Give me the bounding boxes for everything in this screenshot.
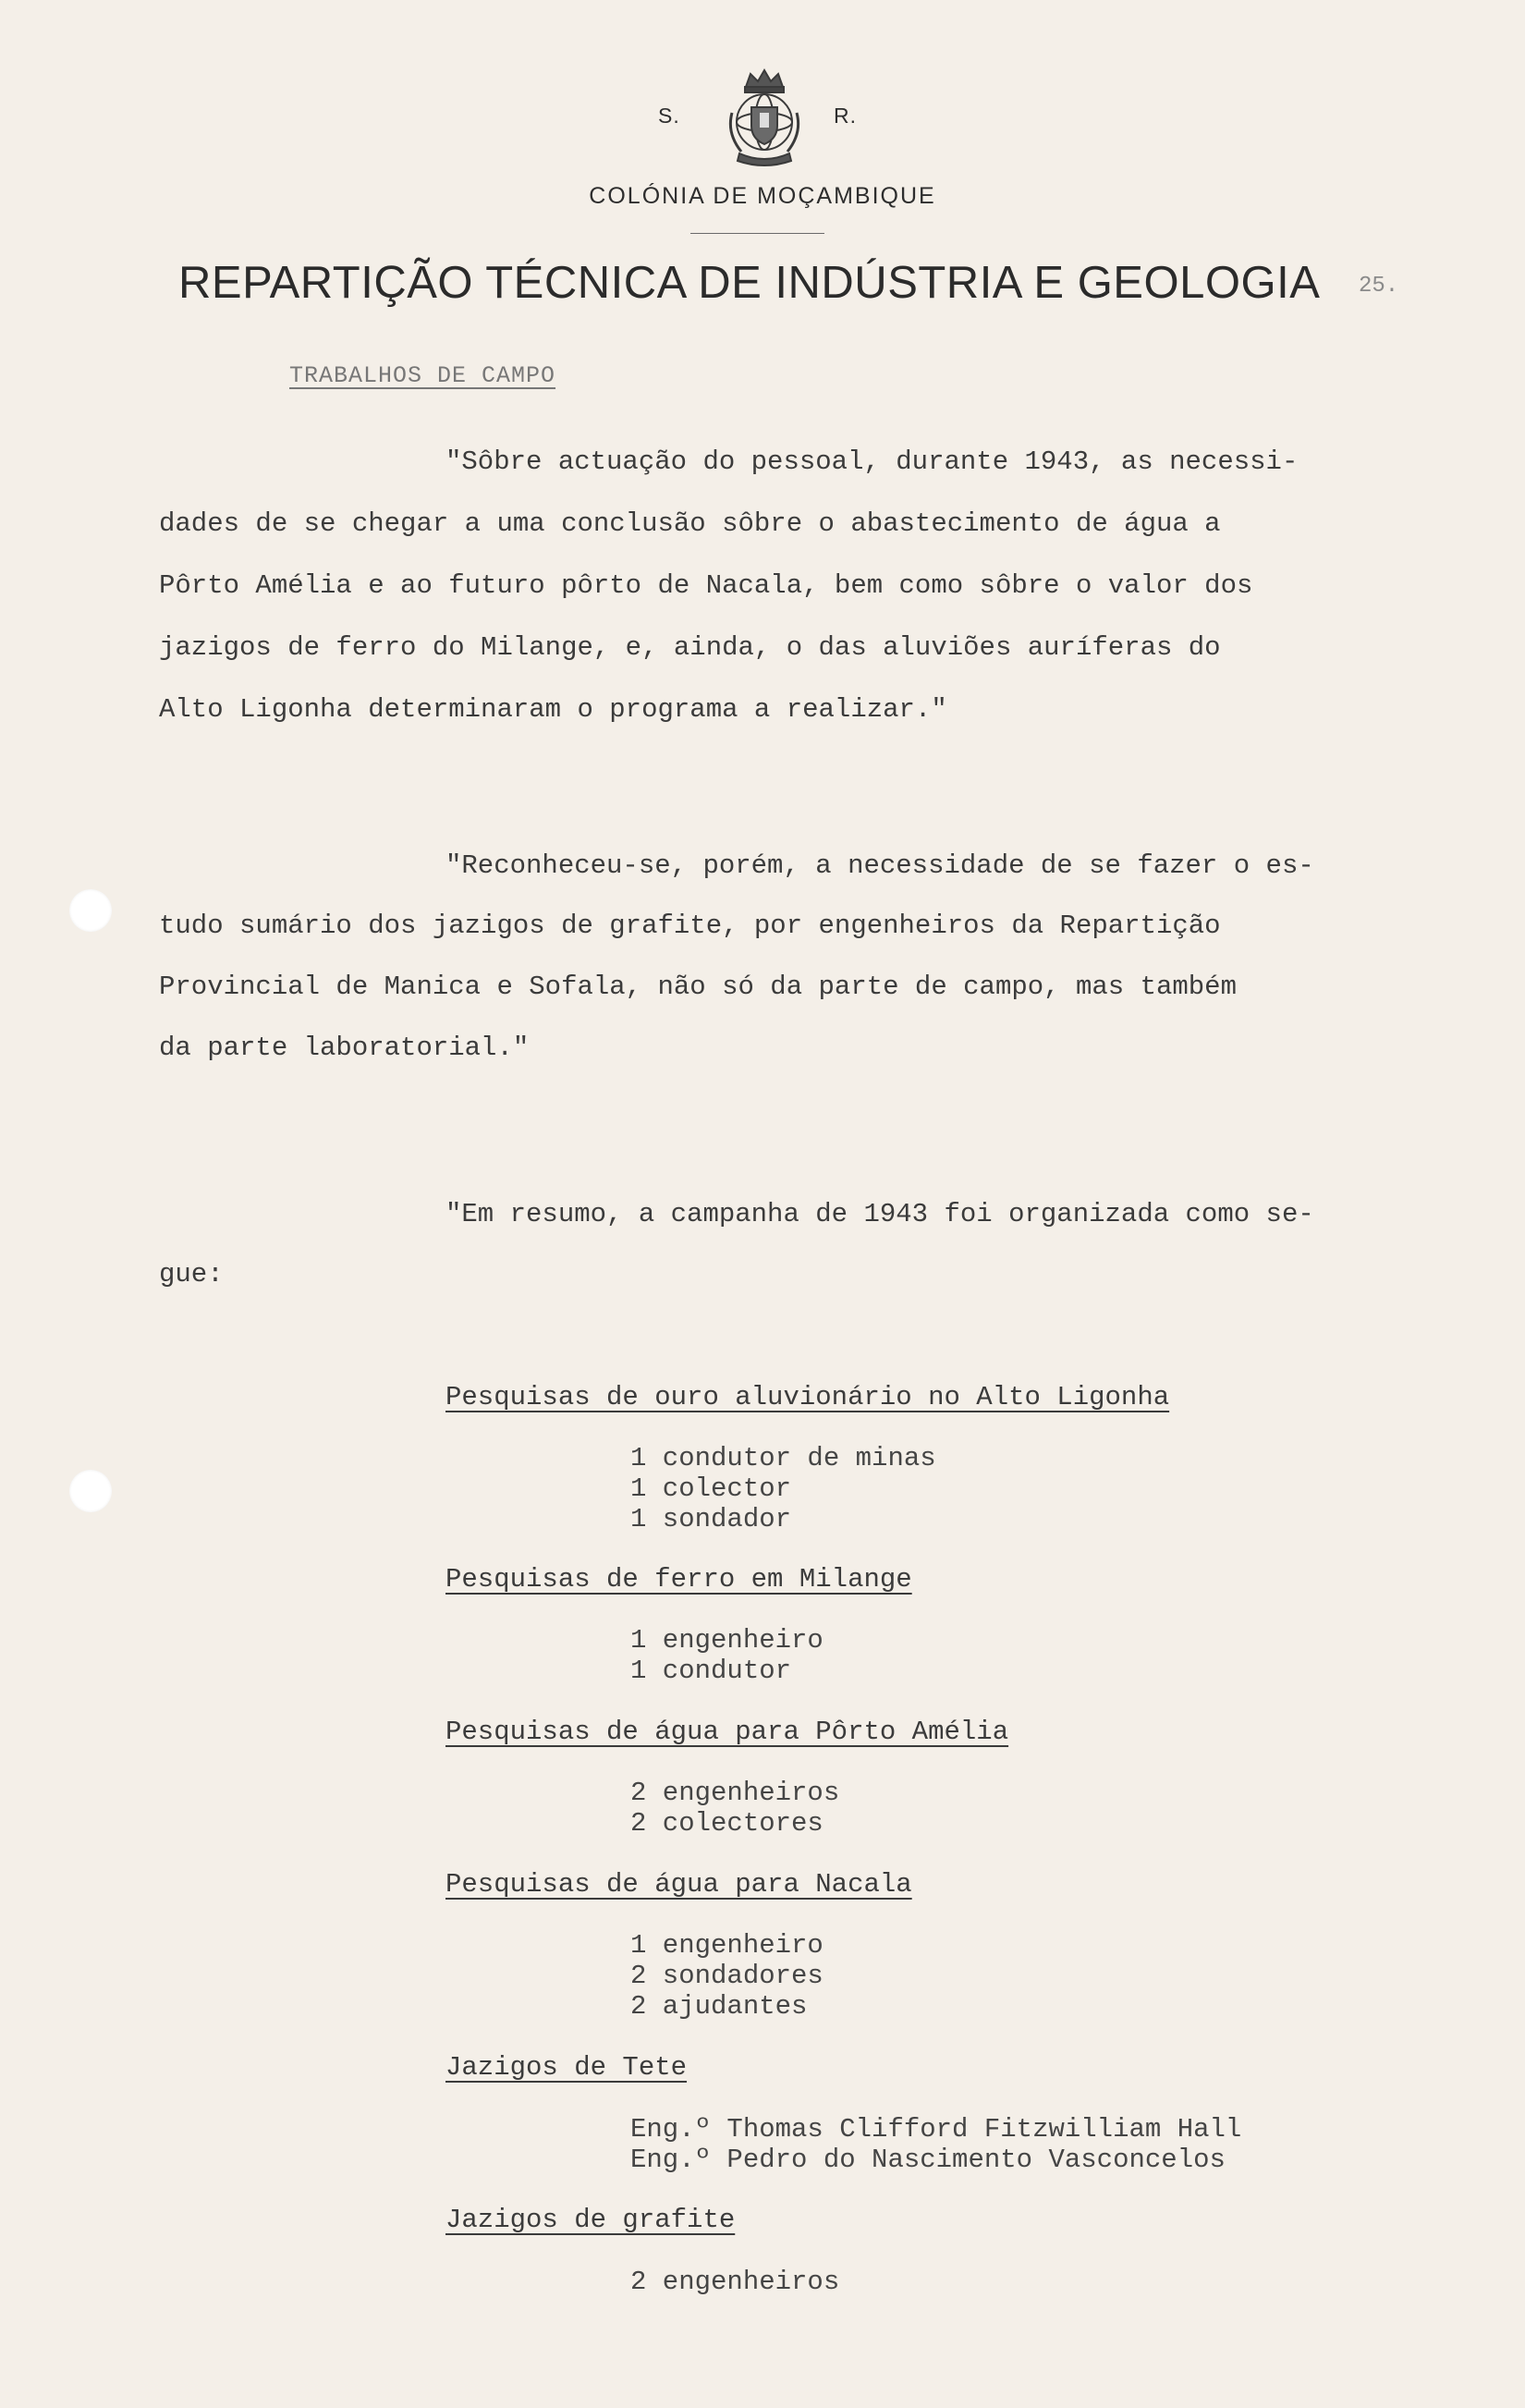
page-number: 25. bbox=[1359, 274, 1399, 299]
paragraph-line: "Sôbre actuação do pessoal, durante 1943, as necessi- bbox=[445, 446, 1299, 477]
divider bbox=[690, 233, 824, 234]
campaign-heading: Jazigos de grafite bbox=[445, 2205, 736, 2235]
campaign-item: 2 sondadores bbox=[630, 1961, 824, 1991]
colony-name: COLÓNIA DE MOÇAMBIQUE bbox=[589, 183, 936, 209]
campaign-item: 1 colector bbox=[630, 1473, 792, 1504]
campaign-item: 2 engenheiros bbox=[630, 2267, 840, 2297]
campaign-item: 2 colectores bbox=[630, 1808, 824, 1839]
campaign-heading: Pesquisas de ouro aluvionário no Alto Ligonha bbox=[445, 1382, 1170, 1412]
paragraph-line: gue: bbox=[159, 1259, 224, 1290]
campaign-item: Eng.º Pedro do Nascimento Vasconcelos bbox=[630, 2145, 1226, 2175]
letterhead-s: S. bbox=[658, 104, 680, 128]
paragraph-line: Pôrto Amélia e ao futuro pôrto de Nacala, bem como sôbre o valor dos bbox=[159, 570, 1253, 601]
punch-hole bbox=[69, 889, 112, 932]
campaign-item: 2 ajudantes bbox=[630, 1991, 808, 2022]
paragraph-line: Provincial de Manica e Sofala, não só da parte de campo, mas também bbox=[159, 972, 1237, 1002]
campaign-heading: Pesquisas de ferro em Milange bbox=[445, 1564, 912, 1595]
paragraph-line: jazigos de ferro do Milange, e, ainda, o das aluviões auríferas do bbox=[159, 632, 1221, 663]
paragraph-line: "Em resumo, a campanha de 1943 foi organizada como se- bbox=[445, 1199, 1314, 1229]
paragraph-line: tudo sumário dos jazigos de grafite, por engenheiros da Repartição bbox=[159, 911, 1221, 941]
coat-of-arms-icon bbox=[714, 67, 815, 170]
campaign-heading: Pesquisas de água para Nacala bbox=[445, 1869, 912, 1900]
section-title: TRABALHOS DE CAMPO bbox=[289, 362, 556, 389]
campaign-item: 1 engenheiro bbox=[630, 1625, 824, 1656]
campaign-item: 1 engenheiro bbox=[630, 1930, 824, 1961]
campaign-item: 1 sondador bbox=[630, 1504, 792, 1534]
punch-hole bbox=[69, 1470, 112, 1512]
paragraph-line: Alto Ligonha determinaram o programa a realizar." bbox=[159, 694, 947, 725]
paragraph-line: dades de se chegar a uma conclusão sôbre o abastecimento de água a bbox=[159, 508, 1221, 539]
paragraph-line: "Reconheceu-se, porém, a necessidade de se fazer o es- bbox=[445, 850, 1314, 881]
campaign-item: Eng.º Thomas Clifford Fitzwilliam Hall bbox=[630, 2114, 1242, 2145]
campaign-item: 2 engenheiros bbox=[630, 1778, 840, 1808]
campaign-item: 1 condutor bbox=[630, 1656, 792, 1686]
campaign-heading: Jazigos de Tete bbox=[445, 2052, 688, 2083]
campaign-heading: Pesquisas de água para Pôrto Amélia bbox=[445, 1717, 1009, 1747]
letterhead-r: R. bbox=[834, 104, 857, 128]
campaign-item: 1 condutor de minas bbox=[630, 1443, 936, 1473]
department-title: REPARTIÇÃO TÉCNICA DE INDÚSTRIA E GEOLOGIA bbox=[178, 258, 1321, 308]
paragraph-line: da parte laboratorial." bbox=[159, 1033, 530, 1063]
